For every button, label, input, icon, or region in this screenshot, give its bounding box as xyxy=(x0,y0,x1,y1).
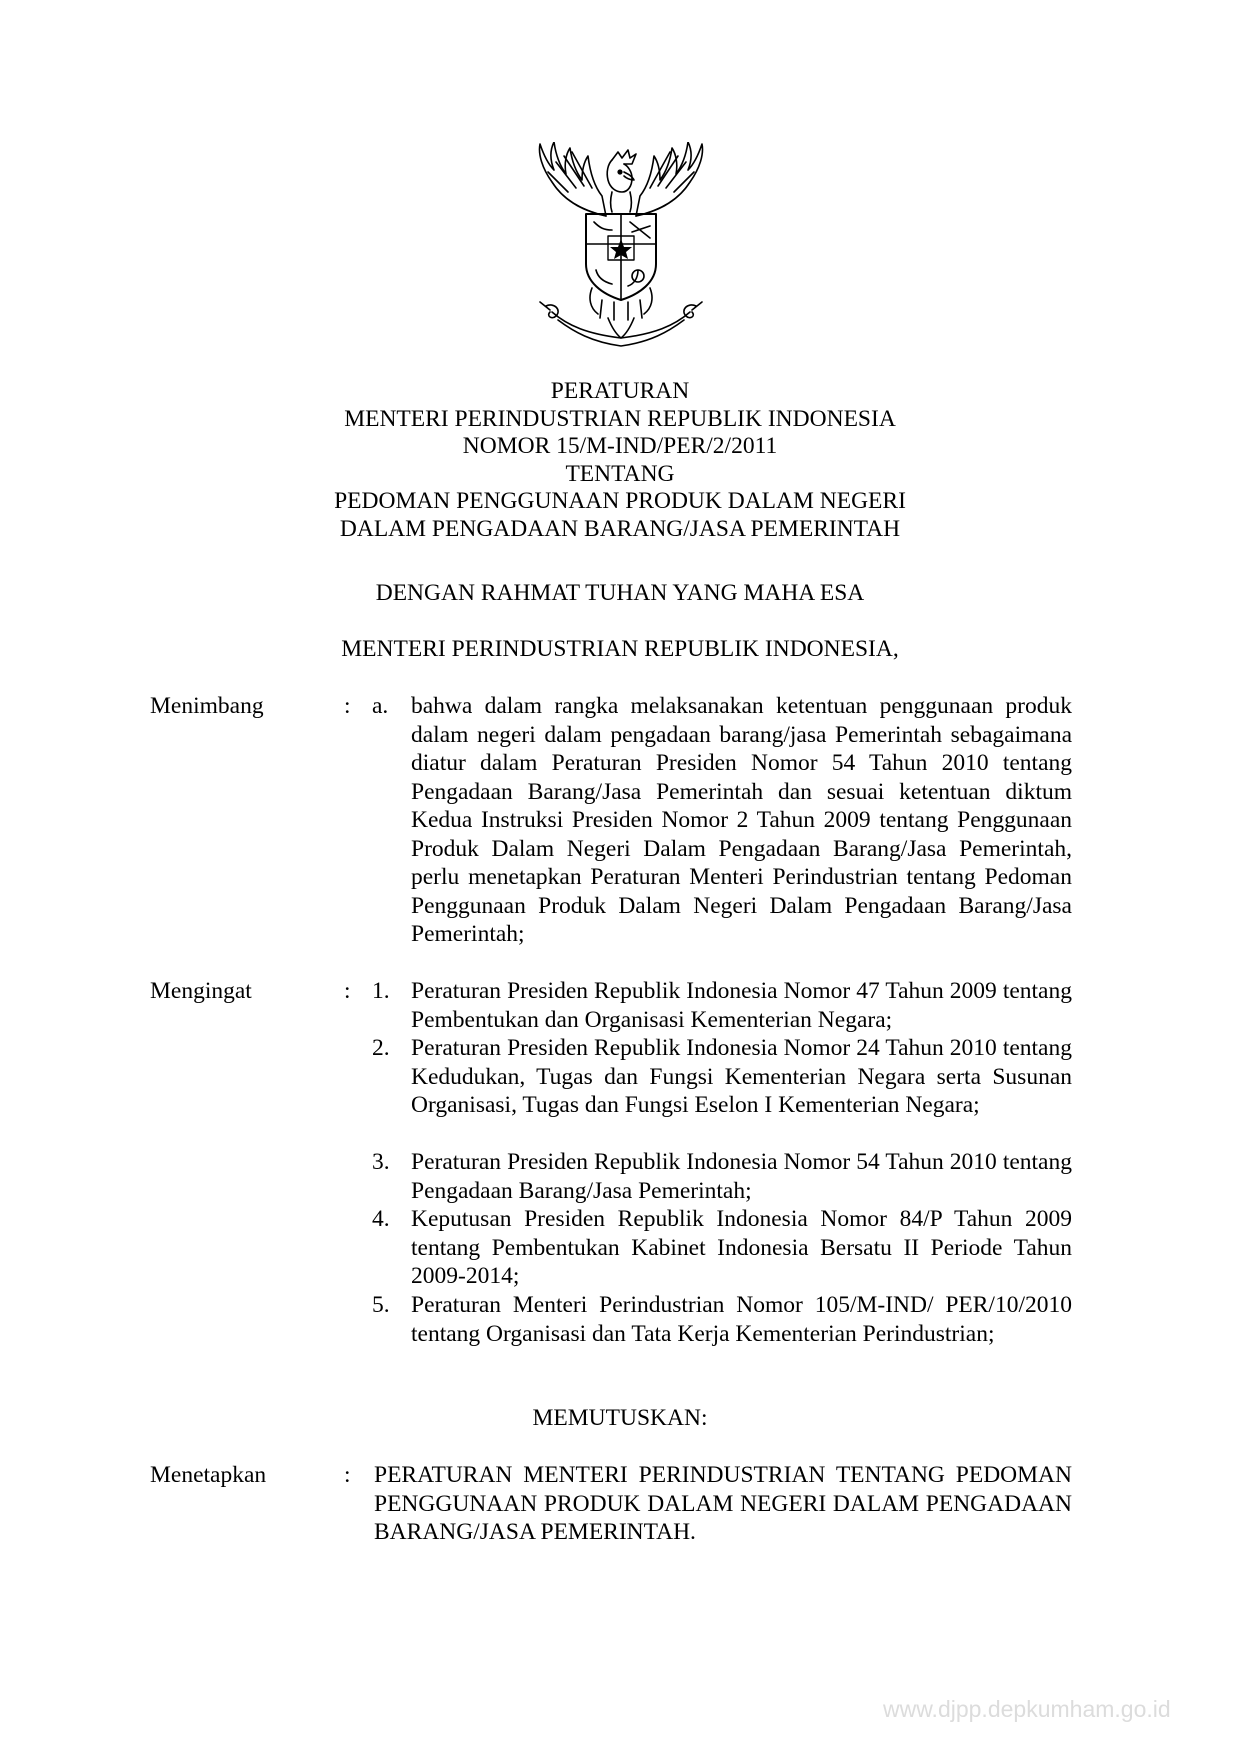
menimbang-label: Menimbang xyxy=(150,693,264,719)
legal-basis-number: 5. xyxy=(372,1292,390,1318)
regulation-title xyxy=(0,378,1240,543)
legal-basis-number: 2. xyxy=(372,1035,390,1061)
menimbang-colon: : xyxy=(344,693,351,719)
consideration-text: bahwa dalam rangka melaksanakan ketentuan penggunaan produk dalam negeri dalam pengadaan barang/jasa Pemerintah sebagaimana diatur dalam Peraturan Presiden Nomor 54 Tahun 2010 tentang Pengadaan Barang/Jasa Pemerintah dan sesuai ketentuan diktum Kedua Instruksi Presiden Nomor 2 Tahun 2009 tentang Penggunaan Produk Dalam Negeri Dalam Pengadaan Barang/Jasa Pemerintah, perlu menetapkan Peraturan Menteri Perindustrian tentang Pedoman Penggunaan Produk Dalam Negeri Dalam Pengadaan Barang/Jasa Pemerintah; xyxy=(411,693,1072,947)
title-line: PERATURAN xyxy=(550,378,690,404)
title-line: DALAM PENGADAAN BARANG/JASA PEMERINTAH xyxy=(339,515,901,542)
legal-basis-text: Peraturan Presiden Republik Indonesia Nomor 54 Tahun 2010 tentang Pengadaan Barang/Jasa Pemerintah; xyxy=(411,1149,1072,1204)
invocation: DENGAN RAHMAT TUHAN YANG MAHA ESA xyxy=(375,580,865,606)
legal-basis-text: Peraturan Presiden Republik Indonesia Nomor 24 Tahun 2010 tentang Kedudukan, Tugas dan Fungsi Kementerian Negara serta Susunan Organisasi, Tugas dan Fungsi Eselon I Kementerian Negara; xyxy=(411,1035,1072,1118)
title-line: TENTANG xyxy=(565,460,675,487)
menetapkan-colon: : xyxy=(344,1462,351,1488)
consideration-number: a. xyxy=(372,693,389,719)
legal-basis-text: Keputusan Presiden Republik Indonesia Nomor 84/P Tahun 2009 tentang Pembentukan Kabinet Indonesia Bersatu II Periode Tahun 2009-2014; xyxy=(411,1206,1072,1289)
title-line: PEDOMAN PENGGUNAAN PRODUK DALAM NEGERI xyxy=(334,488,906,514)
garuda-emblem xyxy=(528,142,714,350)
authority-heading: MENTERI PERINDUSTRIAN REPUBLIK INDONESIA, xyxy=(341,636,899,662)
legal-basis-number: 3. xyxy=(372,1149,390,1175)
enactment-text: PERATURAN MENTERI PERINDUSTRIAN TENTANG PEDOMAN PENGGUNAAN PRODUK DALAM NEGERI DALAM PENGADAAN BARANG/JASA PEMERINTAH. xyxy=(374,1462,1072,1545)
legal-basis-text: Peraturan Presiden Republik Indonesia Nomor 47 Tahun 2009 tentang Pembentukan dan Organisasi Kementerian Negara; xyxy=(411,978,1072,1033)
title-line: NOMOR 15/M-IND/PER/2/2011 xyxy=(462,433,778,459)
legal-basis-text: Peraturan Menteri Perindustrian Nomor 105/M-IND/ PER/10/2010 tentang Organisasi dan Tata Kerja Kementerian Perindustrian; xyxy=(411,1292,1072,1347)
decision-heading: MEMUTUSKAN: xyxy=(532,1405,708,1431)
menetapkan-label: Menetapkan xyxy=(150,1462,267,1488)
mengingat-label: Mengingat xyxy=(150,978,252,1004)
watermark: www.djpp.depkumham.go.id xyxy=(883,1696,1171,1722)
mengingat-colon: : xyxy=(344,978,351,1004)
title-line: MENTERI PERINDUSTRIAN REPUBLIK INDONESIA xyxy=(344,405,896,432)
legal-basis-number: 4. xyxy=(372,1206,390,1232)
legal-basis-number: 1. xyxy=(372,978,390,1004)
